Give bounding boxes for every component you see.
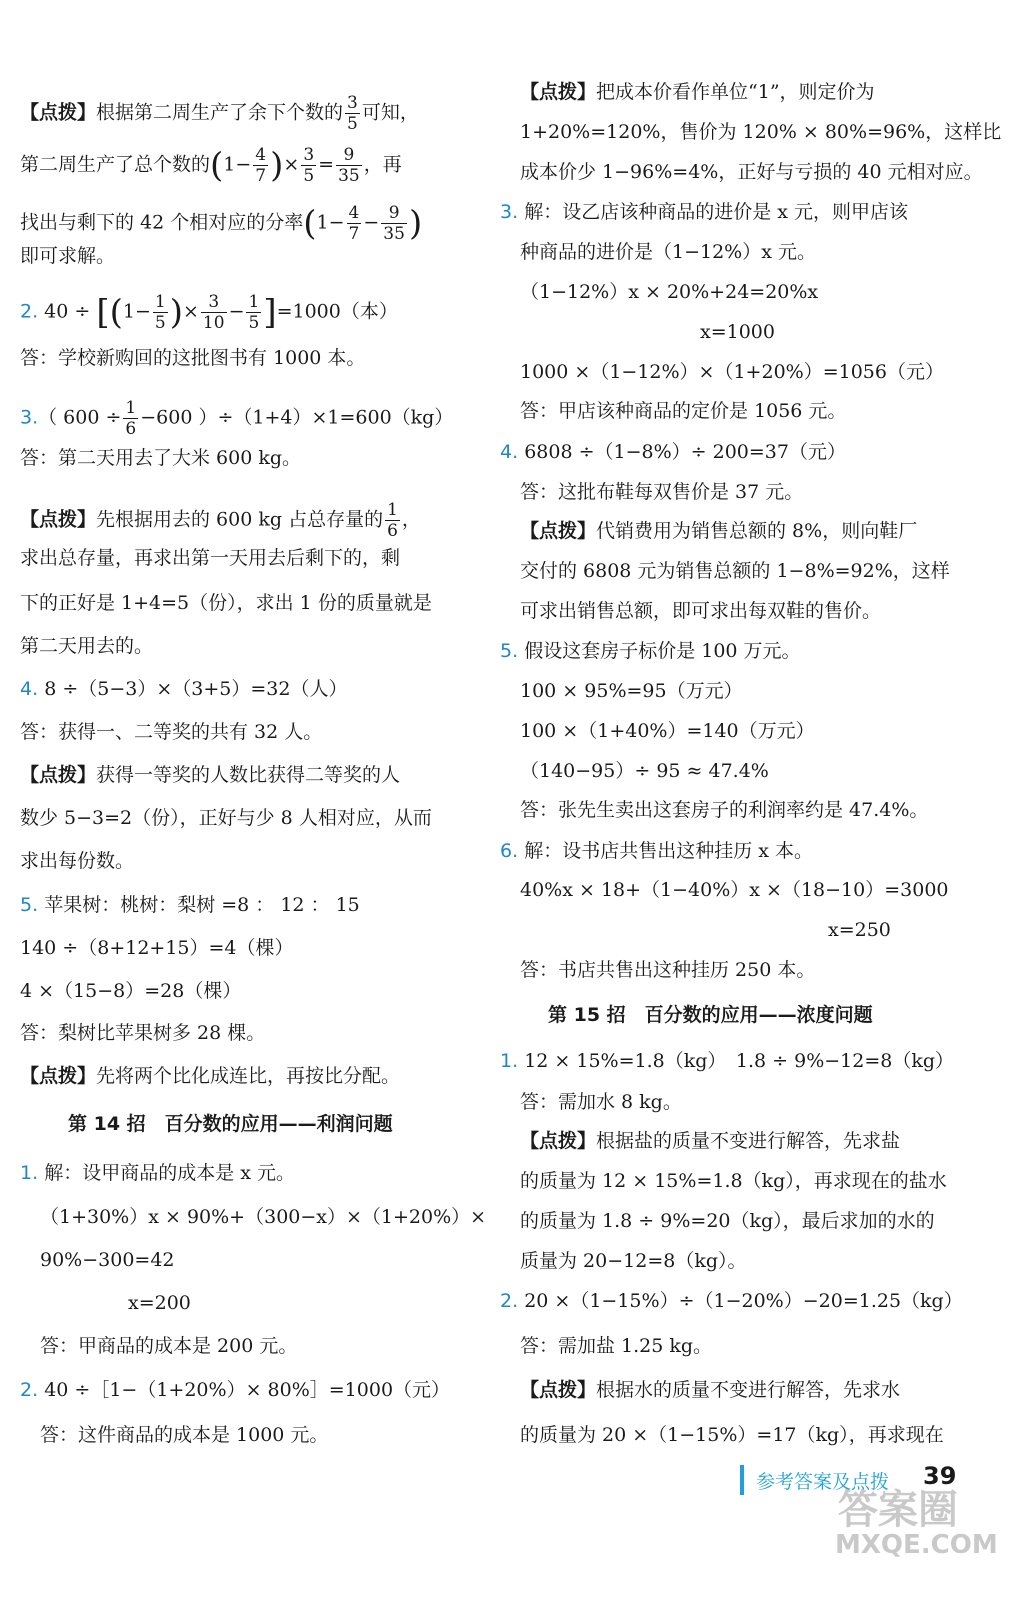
text-line: 140 ÷（8+12+15）=4（棵） bbox=[20, 937, 294, 959]
text-line: 100 × 95%=95（万元） bbox=[520, 680, 743, 702]
text-line: 的质量为 20 ×（1−15%）=17（kg），再求现在 bbox=[520, 1424, 944, 1446]
text-line: 答：获得一、二等奖的共有 32 人。 bbox=[20, 721, 323, 743]
hint-line: 【点拨】先根据用去的 600 kg 占总存量的 $\frac{1}{6}$ ， bbox=[20, 500, 421, 541]
page-number: 39 bbox=[923, 1462, 957, 1490]
hint-line: 【点拨】先将两个比化成连比，再按比分配。 bbox=[20, 1065, 401, 1087]
text-line: 答：梨树比苹果树多 28 棵。 bbox=[20, 1022, 266, 1044]
text-line: 1+20%=120%，售价为 120% × 80%=96%，这样比 bbox=[520, 121, 1002, 143]
watermark-url: MXQE.COM bbox=[835, 1530, 998, 1560]
text-line: 数少 5−3=2（份），正好与少 8 人相对应，从而 bbox=[20, 807, 432, 829]
text-line: 100 ×（1+40%）=140（万元） bbox=[520, 720, 815, 742]
text-line: 下的正好是 1+4=5（份），求出 1 份的质量就是 bbox=[20, 592, 432, 614]
text-line: 90%−300=42 bbox=[40, 1249, 175, 1271]
text-line: 答：需加水 8 kg。 bbox=[520, 1091, 682, 1113]
answer-item-6: 6. 解：设书店共售出这种挂历 x 本。 bbox=[500, 840, 813, 862]
text-line: 质量为 20−12=8（kg）。 bbox=[520, 1250, 747, 1272]
answer-item-1: 1. 12 × 15%=1.8（kg） 1.8 ÷ 9%−12=8（kg） bbox=[500, 1050, 955, 1072]
text-line: 1000 ×（1−12%）×（1+20%）=1056（元） bbox=[520, 361, 944, 383]
answer-item-4: 4. 6808 ÷（1−8%）÷ 200=37（元） bbox=[500, 441, 846, 463]
answer-item-3: 3. 解：设乙店该种商品的进价是 x 元，则甲店该 bbox=[500, 201, 908, 223]
text-line: （140−95）÷ 95 ≈ 47.4% bbox=[520, 760, 769, 782]
text-line: 答：学校新购回的这批图书有 1000 本。 bbox=[20, 347, 366, 369]
text-line: 答：这批布鞋每双售价是 37 元。 bbox=[520, 481, 804, 503]
text-line: 找出与剩下的 42 个相对应的分率(1− $\frac{4}{7}$ − $\frac{9}{35}$ ) bbox=[20, 203, 423, 244]
text-line: 种商品的进价是（1−12%）x 元。 bbox=[520, 241, 816, 263]
hint-line: 【点拨】把成本价看作单位“1”，则定价为 bbox=[520, 81, 875, 103]
footer-label: 参考答案及点拨 bbox=[756, 1471, 890, 1493]
hint-line: 【点拨】获得一等奖的人数比获得二等奖的人 bbox=[20, 764, 401, 786]
section-heading: 第 15 招 百分数的应用——浓度问题 bbox=[548, 1004, 873, 1026]
text-line: 答：第二天用去了大米 600 kg。 bbox=[20, 447, 302, 469]
hint-line: 【点拨】代销费用为销售总额的 8%，则向鞋厂 bbox=[520, 520, 918, 542]
text-line: 成本价少 1−96%=4%，正好与亏损的 40 元相对应。 bbox=[520, 161, 983, 183]
text-line: 第二天用去的。 bbox=[20, 635, 154, 657]
text-line: 答：需加盐 1.25 kg。 bbox=[520, 1335, 713, 1357]
text-line: 交付的 6808 元为销售总额的 1−8%=92%，这样 bbox=[520, 560, 950, 582]
text-line: 即可求解。 bbox=[20, 245, 116, 267]
text-line: 的质量为 1.8 ÷ 9%=20（kg），最后求加的水的 bbox=[520, 1210, 935, 1232]
hint-line: 【点拨】根据盐的质量不变进行解答，先求盐 bbox=[520, 1130, 901, 1152]
section-heading: 第 14 招 百分数的应用——利润问题 bbox=[68, 1113, 393, 1135]
text-line: x=200 bbox=[128, 1292, 191, 1314]
text-line: 第二周生产了总个数的(1− $\frac{4}{7}$ )× $\frac{3}{5}$ = $\frac{9}{35}$ ，再 bbox=[20, 145, 402, 186]
answer-item-2: 2. 20 ×（1−15%）÷（1−20%）−20=1.25（kg） bbox=[500, 1290, 963, 1312]
text-line: 答：张先生卖出这套房子的利润率约是 47.4%。 bbox=[520, 799, 929, 821]
text-line: 答：甲商品的成本是 200 元。 bbox=[40, 1335, 298, 1357]
answer-item-5: 5. 苹果树：桃树：梨树 =8 ： 12 ： 15 bbox=[20, 894, 360, 916]
text-line: 答：甲店该种商品的定价是 1056 元。 bbox=[520, 400, 847, 422]
text-line: 求出每份数。 bbox=[20, 850, 135, 872]
answer-item-1: 1. 解：设甲商品的成本是 x 元。 bbox=[20, 1162, 295, 1184]
text-line: 求出总存量，再求出第一天用去后剩下的，剩 bbox=[20, 547, 401, 569]
watermark-logo: 答案圈 bbox=[838, 1487, 958, 1533]
answer-item-5: 5. 假设这套房子标价是 100 万元。 bbox=[500, 640, 801, 662]
text-line: 40%x × 18+（1−40%）x ×（18−10）=3000 bbox=[520, 879, 949, 901]
text-line: 可求出销售总额，即可求出每双鞋的售价。 bbox=[520, 600, 882, 622]
text-line: 答：这件商品的成本是 1000 元。 bbox=[40, 1424, 329, 1446]
text-line: x=1000 bbox=[700, 321, 775, 343]
text-line: 4 ×（15−8）=28（棵） bbox=[20, 980, 242, 1002]
answer-item-2: 2. 40 ÷ [(1− $\frac{1}{5}$ )× $\frac{3}{10}$ − $\frac{1}{5}$ ]=1000（本） bbox=[20, 292, 398, 333]
fraction: $\frac{3}{5}$ bbox=[347, 93, 358, 134]
text-line: （1−12%）x × 20%+24=20%x bbox=[520, 281, 819, 303]
answer-item-4: 4. 8 ÷（5−3）×（3+5）=32（人） bbox=[20, 678, 348, 700]
hint-line: 【点拨】根据第二周生产了余下个数的 $\frac{3}{5}$ 可知， bbox=[20, 93, 419, 134]
answer-item-2: 2. 40 ÷［1−（1+20%）× 80%］=1000（元） bbox=[20, 1379, 451, 1401]
text-line: x=250 bbox=[828, 919, 891, 941]
text-line: 答：书店共售出这种挂历 250 本。 bbox=[520, 959, 816, 981]
text-line: 的质量为 12 × 15%=1.8（kg），再求现在的盐水 bbox=[520, 1170, 947, 1192]
text-line: （1+30%）x × 90%+（300−x）×（1+20%）× bbox=[40, 1206, 487, 1228]
answer-item-3: 3.（ 600 ÷ $\frac{1}{6}$ −600 ）÷（1+4）×1=600（kg） bbox=[20, 398, 454, 439]
footer-accent-bar bbox=[740, 1465, 744, 1495]
hint-line: 【点拨】根据水的质量不变进行解答，先求水 bbox=[520, 1379, 901, 1401]
